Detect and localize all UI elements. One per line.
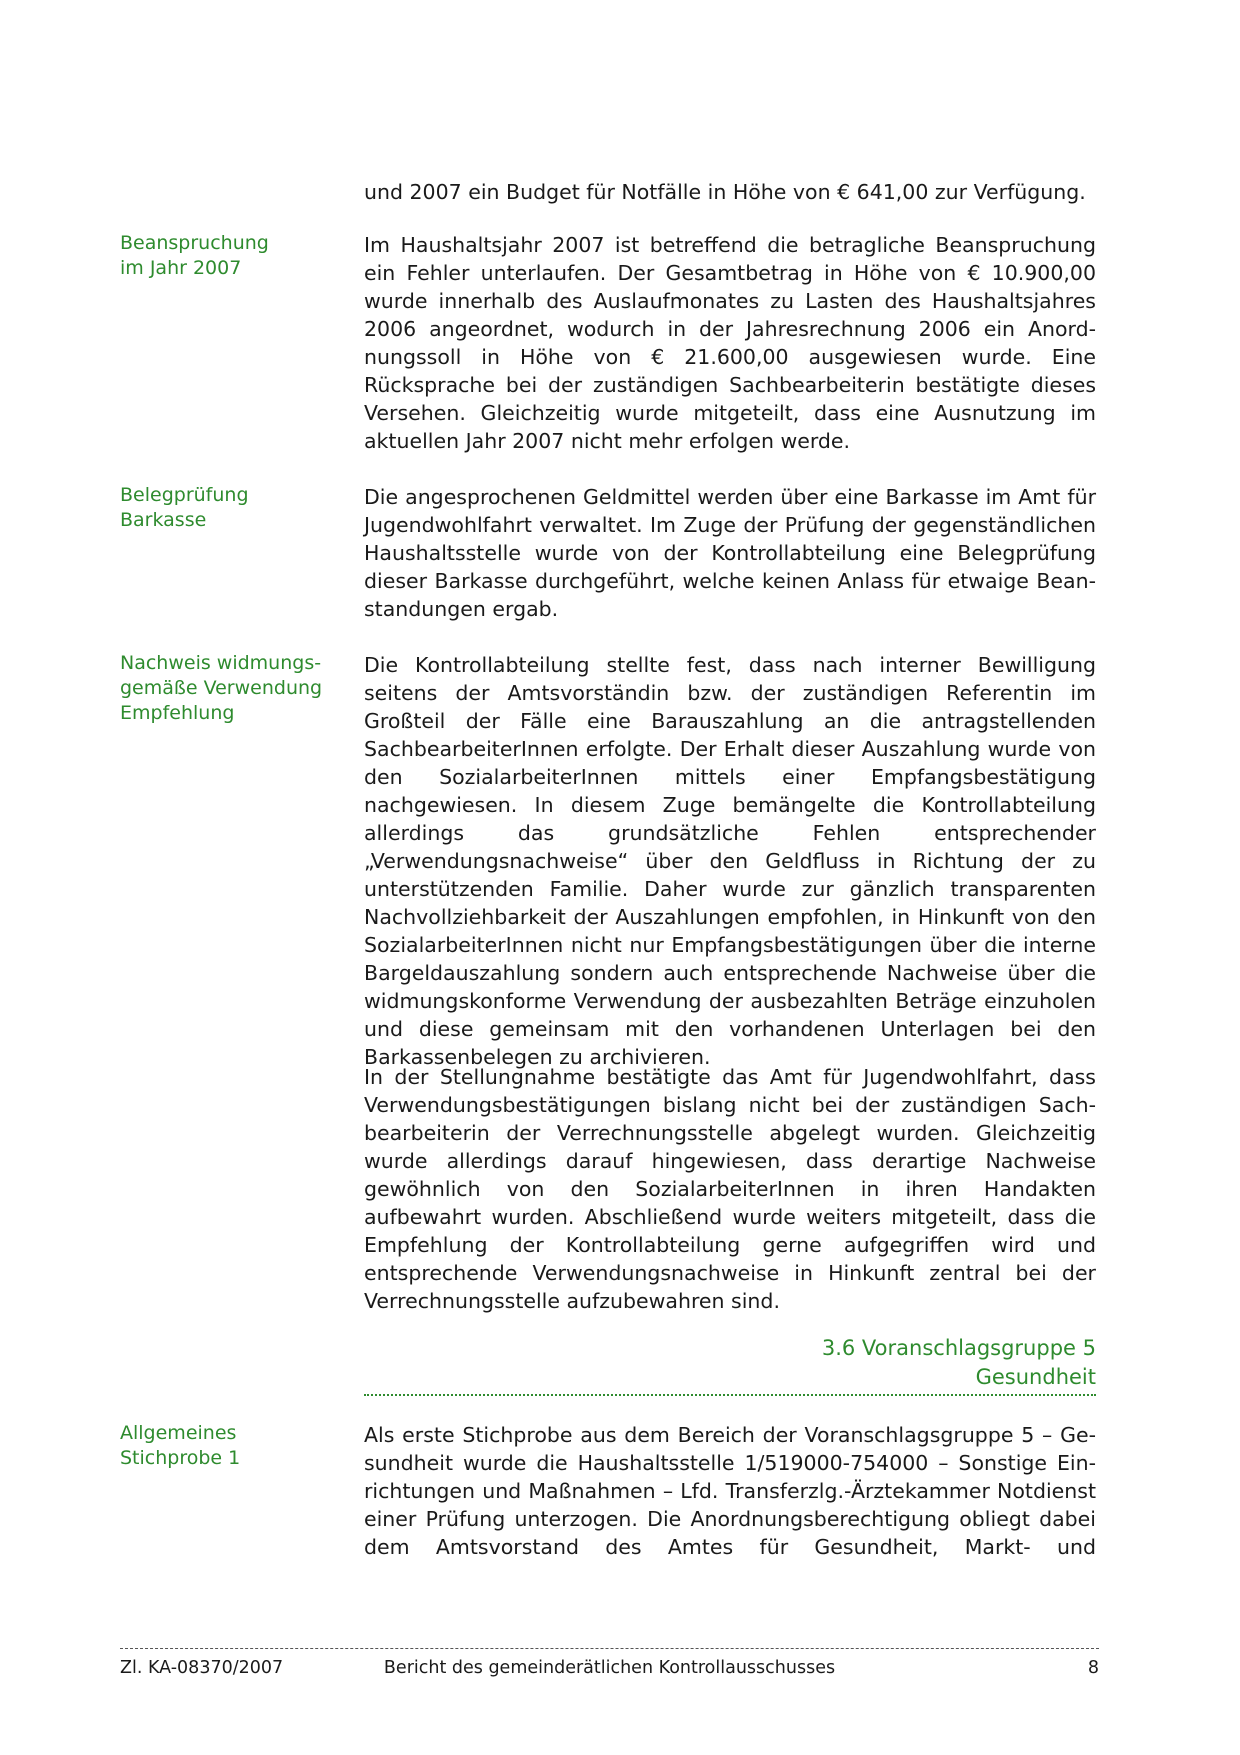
paragraph-nachweis	[364, 651, 1096, 1071]
intro-line: und 2007 ein Budget für Notfälle in Höhe von € 641,00 zur Verfügung.	[364, 180, 1086, 204]
paragraph-text: Im Haushaltsjahr 2007 ist betreffend die betragliche Beanspruchung ein Fehler unterlaufen. Der Gesamtbetrag in Höhe von € 10.900,00 wurde innerhalb des Auslaufmonates zu Lasten des Haushaltsjahres 2006 angeordnet, wodurch in der Jahresrechnung 2006 ein Anordnungssoll in Höhe von € 21.600,00 ausgewiesen wurde. Eine Rücksprache bei der zuständigen Sachbearbeiterin bestätigte dieses Versehen. Gleichzeitig wurde mitgeteilt, dass eine Ausnutzung im aktuellen Jahr 2007 nicht mehr erfolgen werde.	[364, 233, 1096, 453]
margin-label-line: im Jahr 2007	[120, 257, 242, 279]
paragraph-allgemeines	[364, 1421, 1096, 1561]
margin-label-line: Allgemeines	[120, 1422, 237, 1444]
paragraph-text: Die Kontrollabteilung stellte fest, dass nach interner Bewilligung seitens der Amtsvorständin bzw. der zuständigen Referentin im Großteil der Fälle eine Barauszahlung an die antragstellenden SachbearbeiterInnen erfolgte. Der Erhalt dieser Auszahlung wurde von den SozialarbeiterInnen mittels einer Empfangsbestätigung nachgewiesen. In diesem Zuge bemängelte die Kontrollabteilung allerdings das grundsätzliche Fehlen entsprechender „Verwendungsnachweise“ über den Geldfluss in Richtung der zu unterstützenden Familie. Daher wurde zur gänzlich transparenten Nachvollziehbarkeit der Auszahlungen empfohlen, in Hinkunft von den SozialarbeiterInnen nicht nur Empfangsbestätigungen über die interne Bargeldauszahlung sondern auch entsprechende Nachweise über die widmungskonforme Verwendung der ausbezahlten Beträge einzuholen und diese gemeinsam mit den vorhandenen Unterlagen bei den Barkassenbelegen zu archivieren.	[364, 653, 1096, 1069]
margin-label-line: Belegprüfung	[120, 484, 249, 506]
footer-title: Bericht des gemeinderätlichen Kontrollausschusses	[383, 1658, 836, 1678]
paragraph-text: Als erste Stichprobe aus dem Bereich der Voranschlagsgruppe 5 – Gesundheit wurde die Haushaltsstelle 1/519000-754000 – Sonstige Einrichtungen und Maßnahmen – Lfd. Transferzlg.-Ärztekammer Notdienst einer Prüfung unterzogen. Die Anordnungsberechtigung obliegt dabei dem Amtsvorstand des Amtes für Gesundheit, Markt- und	[364, 1423, 1096, 1559]
page-number: 8	[1087, 1658, 1099, 1678]
intro-paragraph	[364, 178, 1096, 206]
section-heading-number-title: 3.6 Voranschlagsgruppe 5	[821, 1336, 1096, 1360]
paragraph-text: In der Stellungnahme bestätigte das Amt für Jugendwohlfahrt, dass Verwendungsbestätigungen bislang nicht bei der zuständigen Sachbearbeiterin der Verrechnungsstelle abgelegt wurden. Gleichzeitig wurde allerdings darauf hingewiesen, dass derartige Nachweise gewöhnlich von den SozialarbeiterInnen in ihren Handakten aufbewahrt wurden. Abschließend wurde weiters mitgeteilt, dass die Empfehlung der Kontrollabteilung gerne aufgegriffen wird und entsprechende Verwendungsnachweise in Hinkunft zentral bei der Verrechnungsstelle aufzubewahren sind.	[364, 1065, 1096, 1313]
margin-label-line: Empfehlung	[120, 702, 235, 724]
footer-rule	[120, 1648, 1099, 1649]
margin-label-nachweis	[120, 651, 350, 726]
paragraph-belegpruefung	[364, 483, 1096, 623]
paragraph-beanspruchung	[364, 231, 1096, 455]
footer-reference: Zl. KA-08370/2007	[120, 1658, 284, 1678]
margin-label-line: Barkasse	[120, 509, 207, 531]
paragraph-text: Die angesprochenen Geldmittel werden über eine Barkasse im Amt für Jugendwohlfahrt verwaltet. Im Zuge der Prüfung der gegenständlichen Haushaltsstelle wurde von der Kontrollabteilung eine Belegprüfung dieser Barkasse durchgeführt, welche keinen Anlass für etwaige Beanstandungen ergab.	[364, 485, 1096, 621]
margin-label-allgemeines	[120, 1421, 350, 1471]
margin-label-line: Beanspruchung	[120, 232, 269, 254]
margin-label-belegpruefung	[120, 483, 350, 533]
margin-label-line: gemäße Verwendung	[120, 677, 323, 699]
heading-dotted-rule	[364, 1394, 1096, 1396]
section-heading-subtitle: Gesundheit	[975, 1365, 1096, 1389]
margin-label-beanspruchung	[120, 231, 350, 281]
paragraph-stellungnahme	[364, 1063, 1096, 1315]
margin-label-line: Stichprobe 1	[120, 1447, 241, 1469]
margin-label-line: Nachweis widmungs-	[120, 652, 322, 674]
section-heading	[364, 1334, 1096, 1392]
